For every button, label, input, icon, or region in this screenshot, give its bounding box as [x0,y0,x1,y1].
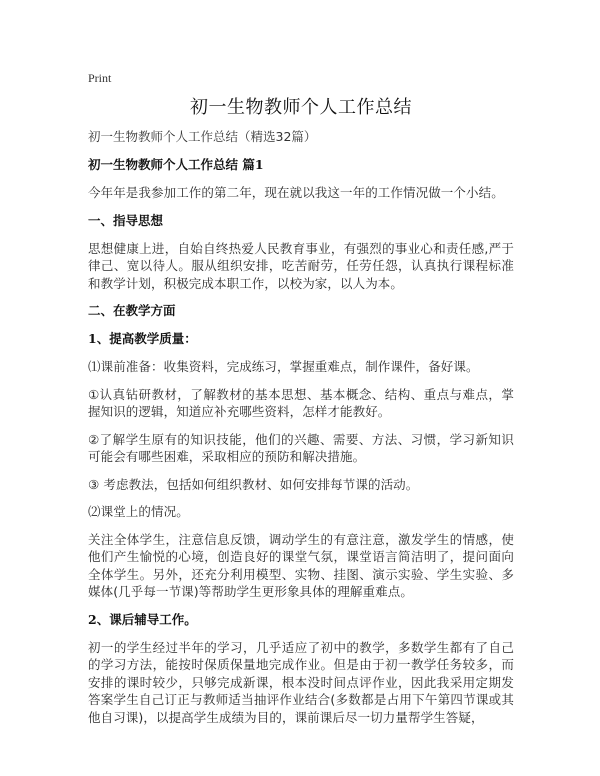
print-link[interactable]: Print [88,71,112,85]
subsection-heading-improve-quality: 1、提高教学质量： [88,331,197,346]
section-paragraph: 思想健康上进，自始自终热爱人民教育事业，有强烈的事业心和责任感,严于律己、宽以待人。服从组织安排，吃苦耐劳，任劳任怨，认真执行课程标准和教学计划，积极完成本职工作，以校为家，以人为本。 [88,240,514,291]
document-page [88,70,514,736]
paragraph-point-3: ③ 考虑教法，包括如何组织教材、如何安排每节课的活动。 [88,476,419,492]
paragraph-classroom-detail: 关注全体学生，注意信息反馈，调动学生的有意注意，激发学生的情感，使他们产生愉悦的心境，创造良好的课堂气氛，课堂语言简洁明了，提问面向全体学生。另外，还充分利用模型、实物、挂图、演示实验、学生实验、多媒体(几乎每一节课)等帮助学生更形象具体的理解重难点。 [88,531,514,599]
intro-paragraph: 今年年是我参加工作的第二年，现在就以我这一年的工作情况做一个小结。 [88,185,504,200]
document-subtitle: 初一生物教师个人工作总结（精选32篇） [88,129,317,144]
article-heading: 初一生物教师个人工作总结 篇1 [88,157,264,172]
page-title: 初一生物教师个人工作总结 [190,97,412,118]
paragraph-classroom: ⑵课堂上的情况。 [88,504,189,519]
paragraph-point-2: ②了解学生原有的知识技能，他们的兴趣、需要、方法、习惯，学习新知识可能会有哪些困难，采取相应的预防和解决措施。 [88,431,514,464]
paragraph-point-1: ①认真钻研教材，了解教材的基本思想、基本概念、结构、重点与难点，掌握知识的逻辑，知道应补充哪些资料，怎样才能教好。 [88,386,514,419]
section-heading-guiding-thought: 一、指导思想 [88,212,164,228]
paragraph-lesson-prep: ⑴课前准备：收集资料，完成练习，掌握重难点，制作课件，备好课。 [88,359,479,374]
paragraph-after-class: 初一的学生经过半年的学习，几乎适应了初中的教学，多数学生都有了自己的学习方法，能按时保质保量地完成作业。但是由于初一教学任务较多，而安排的课时较少，只够完成新课，根本没时间点评作业，因此我采用定期发答案学生自己订正与教师适当抽评作业结合(多数都是占用下午第四节课或其他自习课)，以提高学生成绩为目的，课前课后尽一切力量帮学生答疑， [88,639,514,725]
subsection-heading-after-class: 2、课后辅导工作。 [88,611,197,627]
section-heading-teaching: 二、在教学方面 [88,303,176,318]
